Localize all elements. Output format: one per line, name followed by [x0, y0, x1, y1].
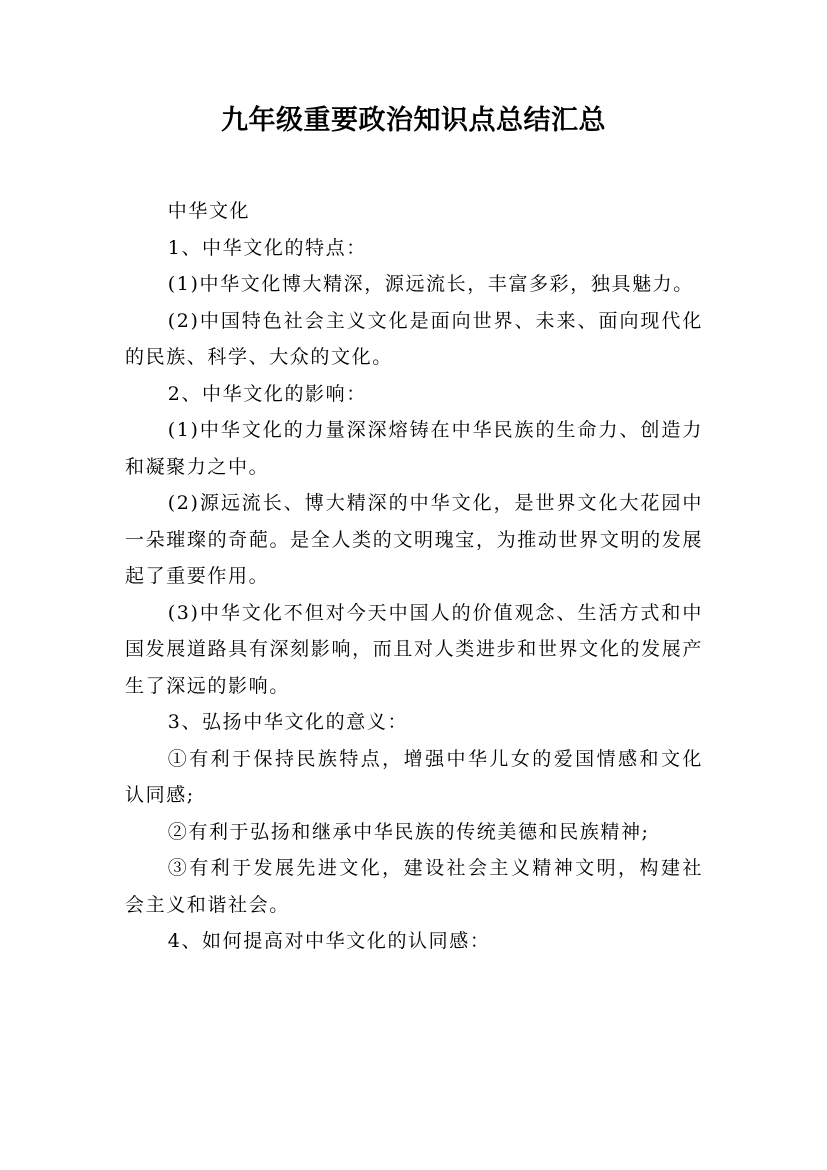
paragraph: 4、如何提高对中华文化的认同感：: [167, 930, 491, 952]
paragraph: (1)中华文化的力量深深熔铸在中华民族的生命力、创造力和凝聚力之中。: [125, 419, 703, 478]
document-body: [125, 193, 703, 960]
paragraph: (1)中华文化博大精深，源远流长，丰富多彩，独具魅力。: [167, 273, 694, 295]
section-heading-chinese-culture: 中华文化: [167, 200, 251, 222]
paragraph: 3、弘扬中华文化的意义：: [167, 711, 409, 733]
paragraph: (3)中华文化不但对今天中国人的价值观念、生活方式和中国发展道路具有深刻影响，而且对人类进步和世界文化的发展产生了深远的影响。: [125, 601, 703, 697]
paragraph: 2、中华文化的影响：: [167, 382, 367, 405]
paragraph: ③有利于发展先进文化，建设社会主义精神文明，构建社会主义和谐社会。: [125, 857, 703, 916]
paragraph: ②有利于弘扬和继承中华民族的传统美德和民族精神;: [167, 820, 650, 843]
paragraph: 1、中华文化的特点：: [167, 236, 367, 259]
paragraph: (2)源远流长、博大精深的中华文化，是世界文化大花园中一朵璀璨的奇葩。是全人类的文明瑰宝，为推动世界文明的发展起了重要作用。: [125, 492, 703, 587]
paragraph: (2)中国特色社会主义文化是面向世界、未来、面向现代化的民族、科学、大众的文化。: [125, 309, 703, 368]
paragraph: ①有利于保持民族特点，增强中华儿女的爱国情感和文化认同感;: [125, 747, 703, 806]
document-title: 九年级重要政治知识点总结汇总: [221, 105, 606, 136]
